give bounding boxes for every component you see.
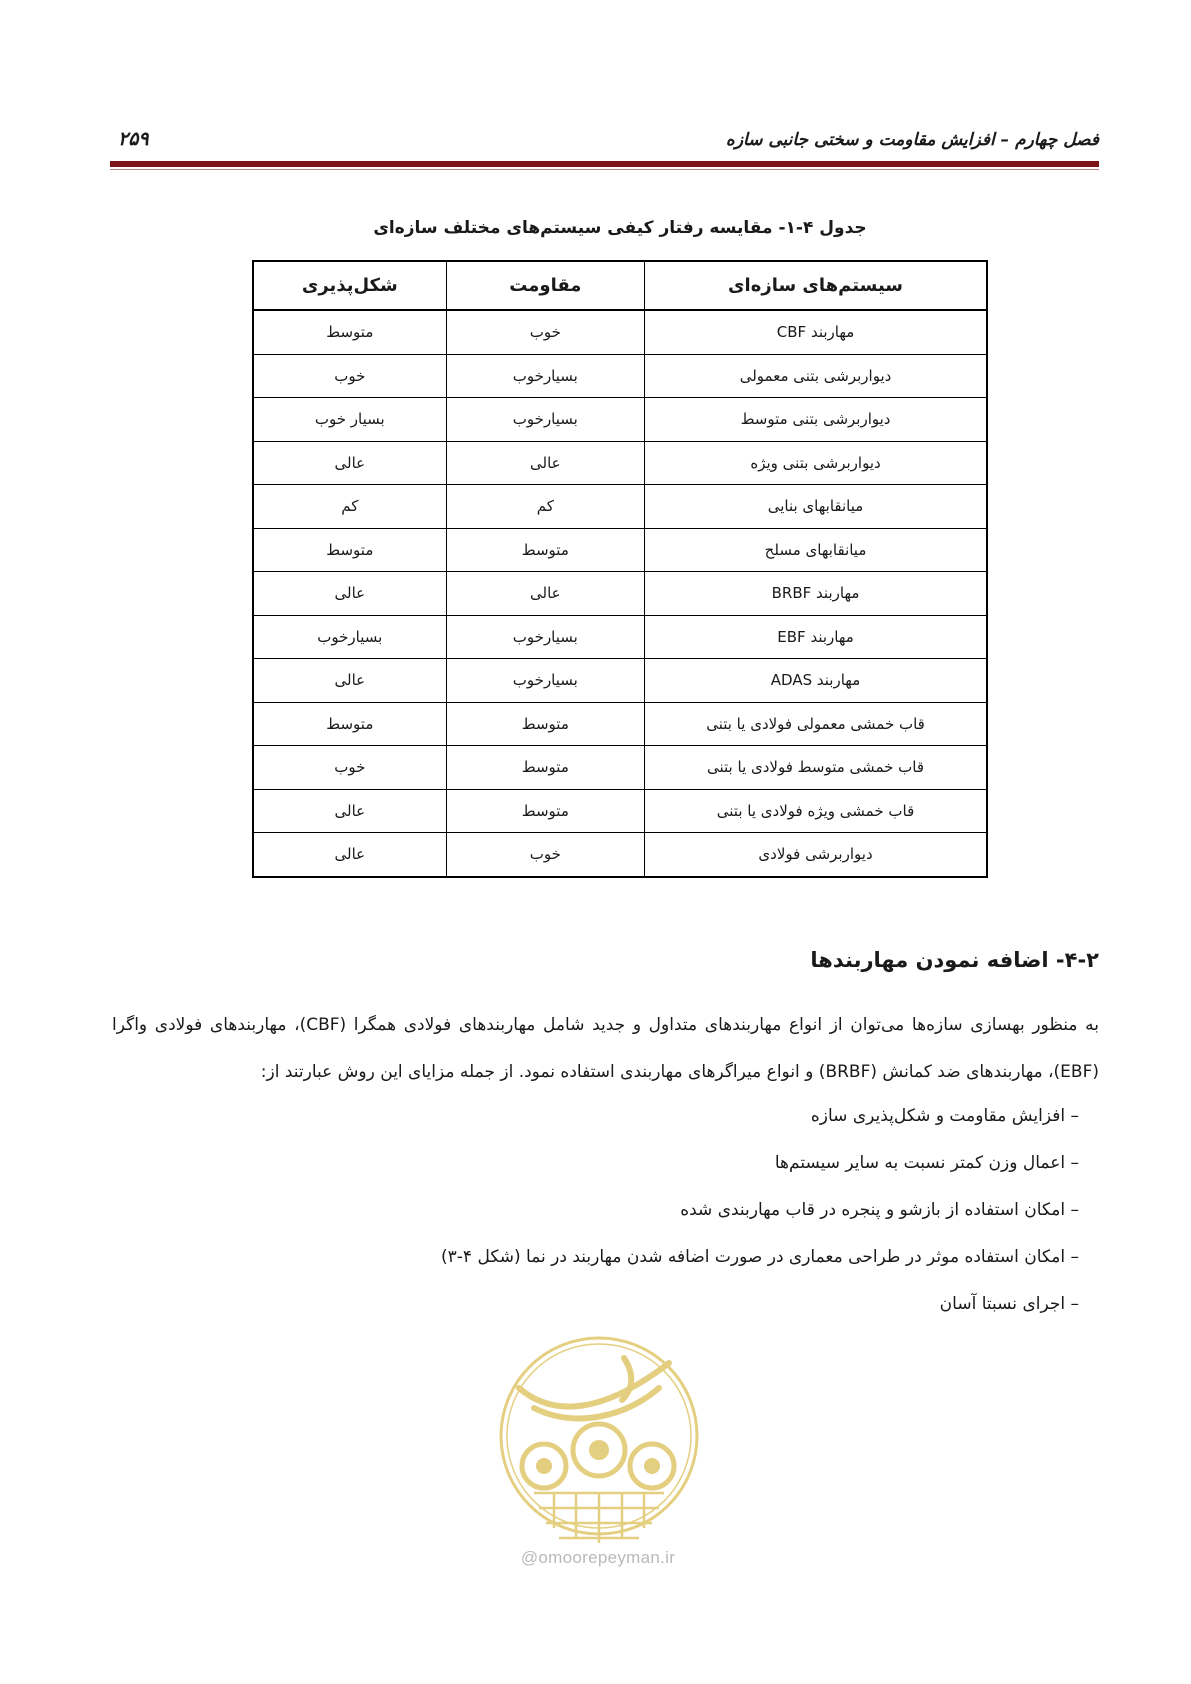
table-header-row bbox=[253, 261, 987, 310]
table-row bbox=[253, 833, 987, 877]
cell-ductility: خوب bbox=[253, 746, 446, 790]
cell-system: میانقابهای بنایی bbox=[645, 485, 987, 529]
list-item: – افزایش مقاومت و شکل‌پذیری سازه bbox=[810, 1106, 1079, 1126]
cell-system: قاب خمشی ویژه فولادی یا بتنی bbox=[645, 789, 987, 833]
cell-strength: عالی bbox=[446, 441, 644, 485]
page-header bbox=[110, 128, 1099, 158]
cell-strength: بسیارخوب bbox=[446, 659, 644, 703]
cell-strength: خوب bbox=[446, 310, 644, 354]
cell-ductility: عالی bbox=[253, 441, 446, 485]
body-paragraph: به منظور بهسازی سازه‌ها می‌توان از انواع مهاربندهای متداول و جدید شامل مهاربندهای فولادی همگرا (CBF)، مهاربندهای فولادی واگرا (EBF)، مهاربندهای ضد کمانش (BRBF) و انواع میراگرهای مهاربندی استفاده نمود. از جمله مزایای این روش عبارتند از: bbox=[112, 1015, 1099, 1082]
cell-strength: بسیارخوب bbox=[446, 398, 644, 442]
table-row bbox=[253, 485, 987, 529]
cell-ductility: عالی bbox=[253, 789, 446, 833]
cell-system: دیواربرشی بتنی متوسط bbox=[645, 398, 987, 442]
cell-strength: کم bbox=[446, 485, 644, 529]
cell-ductility: بسیارخوب bbox=[253, 615, 446, 659]
cell-strength: عالی bbox=[446, 572, 644, 616]
column-header-ductility: شکل‌پذیری bbox=[253, 261, 446, 310]
header-divider bbox=[110, 161, 1099, 167]
cell-strength: متوسط bbox=[446, 746, 644, 790]
cell-system: دیواربرشی فولادی bbox=[645, 833, 987, 877]
list-item: – اجرای نسبتا آسان bbox=[939, 1294, 1079, 1314]
list-item: – اعمال وزن کمتر نسبت به سایر سیستم‌ها bbox=[774, 1153, 1079, 1173]
cell-system: میانقابهای مسلح bbox=[645, 528, 987, 572]
cell-system: دیواربرشی بتنی معمولی bbox=[645, 354, 987, 398]
cell-strength: بسیارخوب bbox=[446, 354, 644, 398]
cell-strength: بسیارخوب bbox=[446, 615, 644, 659]
advantages-list bbox=[441, 1093, 1079, 1328]
list-item: – امکان استفاده موثر در طراحی معماری در صورت اضافه شدن مهاربند در نما (شکل ۴-۳) bbox=[441, 1247, 1079, 1267]
table-row bbox=[253, 702, 987, 746]
cell-ductility: متوسط bbox=[253, 528, 446, 572]
cell-system: دیواربرشی بتنی ویژه bbox=[645, 441, 987, 485]
cell-ductility: عالی bbox=[253, 572, 446, 616]
cell-ductility: متوسط bbox=[253, 310, 446, 354]
cell-system: قاب خمشی معمولی فولادی یا بتنی bbox=[645, 702, 987, 746]
page-number: ۲۵۹ bbox=[118, 128, 149, 150]
column-header-systems: سیستم‌های سازه‌ای bbox=[645, 261, 987, 310]
watermark-logo bbox=[484, 1318, 714, 1578]
table-row bbox=[253, 572, 987, 616]
list-item: – امکان استفاده از بازشو و پنجره در قاب مهاربندی شده bbox=[680, 1200, 1079, 1220]
column-header-strength: مقاومت bbox=[446, 261, 644, 310]
watermark-website: @omoorepeyman.ir bbox=[520, 1548, 676, 1567]
cell-strength: خوب bbox=[446, 833, 644, 877]
cell-ductility: بسیار خوب bbox=[253, 398, 446, 442]
cell-system: مهاربند ADAS bbox=[645, 659, 987, 703]
cell-system: مهاربند EBF bbox=[645, 615, 987, 659]
table-row bbox=[253, 789, 987, 833]
table-row bbox=[253, 441, 987, 485]
header-divider-thin bbox=[110, 169, 1099, 170]
table-row bbox=[253, 659, 987, 703]
table-row bbox=[253, 615, 987, 659]
cell-ductility: خوب bbox=[253, 354, 446, 398]
cell-system: مهاربند CBF bbox=[645, 310, 987, 354]
cell-ductility: متوسط bbox=[253, 702, 446, 746]
table-row bbox=[253, 354, 987, 398]
cell-ductility: عالی bbox=[253, 659, 446, 703]
cell-system: مهاربند BRBF bbox=[645, 572, 987, 616]
cell-strength: متوسط bbox=[446, 789, 644, 833]
table-row bbox=[253, 528, 987, 572]
section-heading: ۴-۲- اضافه نمودن مهاربندها bbox=[810, 948, 1099, 972]
table-caption: جدول ۴-۱- مقایسه رفتار کیفی سیستم‌های مختلف سازه‌ای bbox=[373, 218, 867, 238]
cell-ductility: کم bbox=[253, 485, 446, 529]
table-row bbox=[253, 398, 987, 442]
chapter-title: فصل چهارم – افزایش مقاومت و سختی جانبی سازه bbox=[725, 130, 1099, 150]
cell-strength: متوسط bbox=[446, 528, 644, 572]
cell-strength: متوسط bbox=[446, 702, 644, 746]
cell-system: قاب خمشی متوسط فولادی یا بتنی bbox=[645, 746, 987, 790]
cell-ductility: عالی bbox=[253, 833, 446, 877]
table-row bbox=[253, 746, 987, 790]
structural-systems-table bbox=[252, 260, 988, 878]
table-row bbox=[253, 310, 987, 354]
